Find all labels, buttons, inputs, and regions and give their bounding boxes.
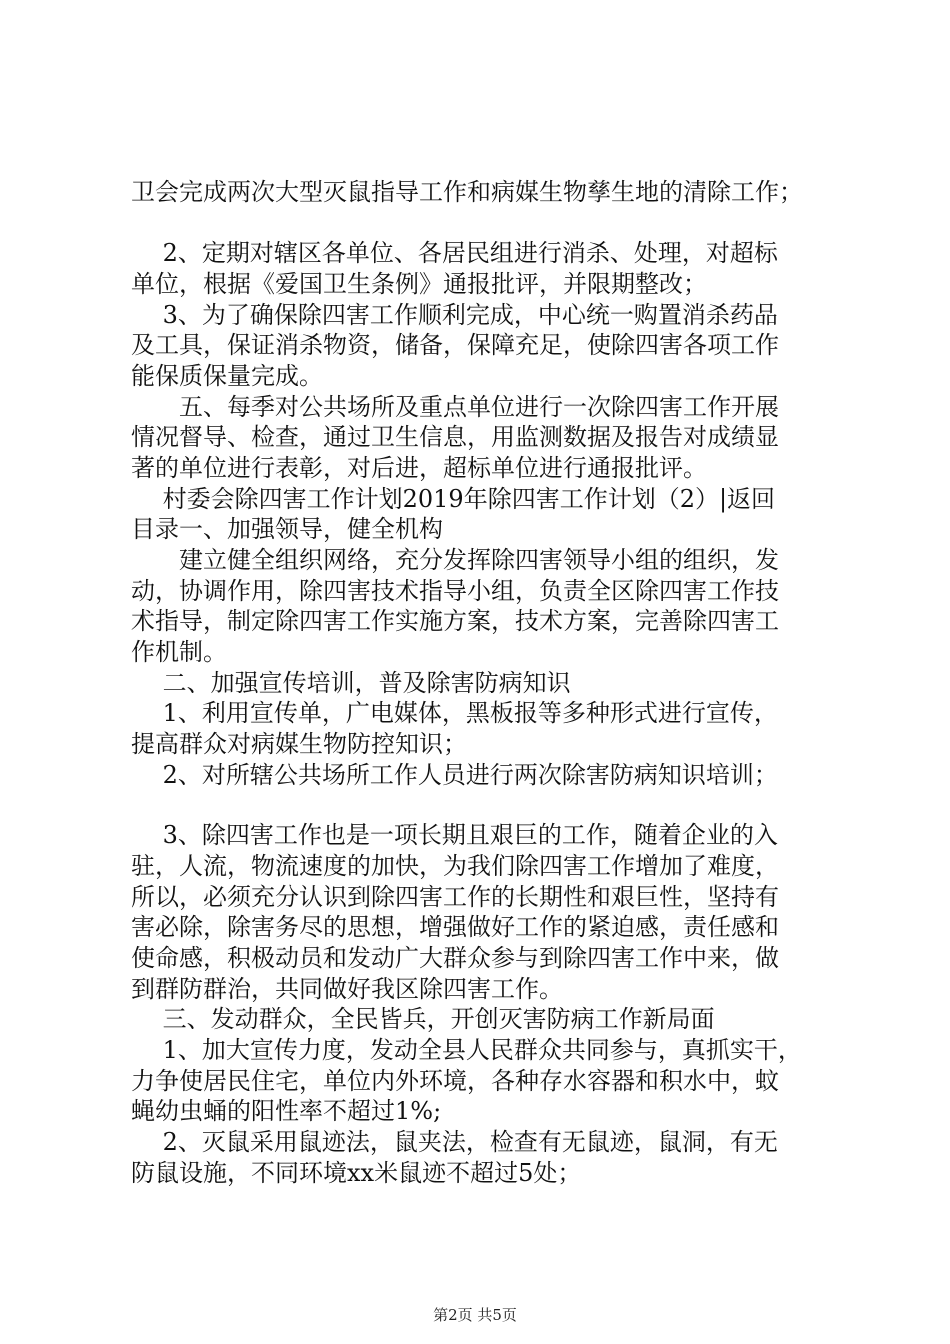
text-line: 3、除四害工作也是一项长期且艰巨的工作，随着企业的入 <box>131 821 778 849</box>
text-line: 蝇幼虫蛹的阳性率不超过1%; <box>131 1097 442 1125</box>
text-line: 单位，根据《爱国卫生条例》通报批评，并限期整改； <box>131 270 707 298</box>
text-line: 著的单位进行表彰，对后进，超标单位进行通报批评。 <box>131 454 707 482</box>
text-line: 到群防群治，共同做好我区除四害工作。 <box>131 975 563 1003</box>
text-line: 建立健全组织网络，充分发挥除四害领导小组的组织，发 <box>131 546 779 574</box>
text-line: 1、利用宣传单，广电媒体，黑板报等多种形式进行宣传， <box>131 699 778 727</box>
text-line: 使命感，积极动员和发动广大群众参与到除四害工作中来，做 <box>131 944 779 972</box>
text-line: 卫会完成两次大型灭鼠指导工作和病媒生物孳生地的清除工作； <box>131 178 803 206</box>
text-line: 1、加大宣传力度，发动全县人民群众共同参与，真抓实干， <box>131 1036 802 1064</box>
text-line: 及工具，保证消杀物资，储备，保障充足，使除四害各项工作 <box>131 331 779 359</box>
text-line: 2、灭鼠采用鼠迹法，鼠夹法，检查有无鼠迹，鼠洞，有无 <box>131 1128 778 1156</box>
text-line: 防鼠设施，不同环境xx米鼠迹不超过5处； <box>131 1159 582 1187</box>
text-line: 2、定期对辖区各单位、各居民组进行消杀、处理，对超标 <box>131 239 778 267</box>
text-line: 情况督导、检查，通过卫生信息，用监测数据及报告对成绩显 <box>131 423 779 451</box>
text-line: 村委会除四害工作计划2019年除四害工作计划（2）|返回 <box>131 485 776 513</box>
text-line: 3、为了确保除四害工作顺利完成，中心统一购置消杀药品 <box>131 301 778 329</box>
text-line: 目录一、加强领导，健全机构 <box>131 515 443 543</box>
text-line: 能保质保量完成。 <box>131 362 323 390</box>
text-line: 二、加强宣传培训，普及除害防病知识 <box>131 669 571 697</box>
text-line: 提高群众对病媒生物防控知识； <box>131 730 467 758</box>
text-line: 五、每季对公共场所及重点单位进行一次除四害工作开展 <box>131 393 779 421</box>
text-line: 作机制。 <box>131 638 227 666</box>
text-line: 驻，人流，物流速度的加快，为我们除四害工作增加了难度， <box>131 852 779 880</box>
text-line: 术指导，制定除四害工作实施方案，技术方案，完善除四害工 <box>131 607 779 635</box>
text-line: 害必除，除害务尽的思想，增强做好工作的紧迫感，责任感和 <box>131 913 779 941</box>
text-line: 2、对所辖公共场所工作人员进行两次除害防病知识培训； <box>131 761 778 789</box>
text-line: 三、发动群众，全民皆兵，开创灭害防病工作新局面 <box>131 1005 715 1033</box>
page-footer: 第2页 共5页 <box>433 1306 517 1324</box>
text-line: 动，协调作用，除四害技术指导小组，负责全区除四害工作技 <box>131 577 779 605</box>
text-line: 力争使居民住宅，单位内外环境，各种存水容器和积水中，蚊 <box>131 1067 779 1095</box>
text-line: 所以，必须充分认识到除四害工作的长期性和艰巨性，坚持有 <box>131 883 779 911</box>
